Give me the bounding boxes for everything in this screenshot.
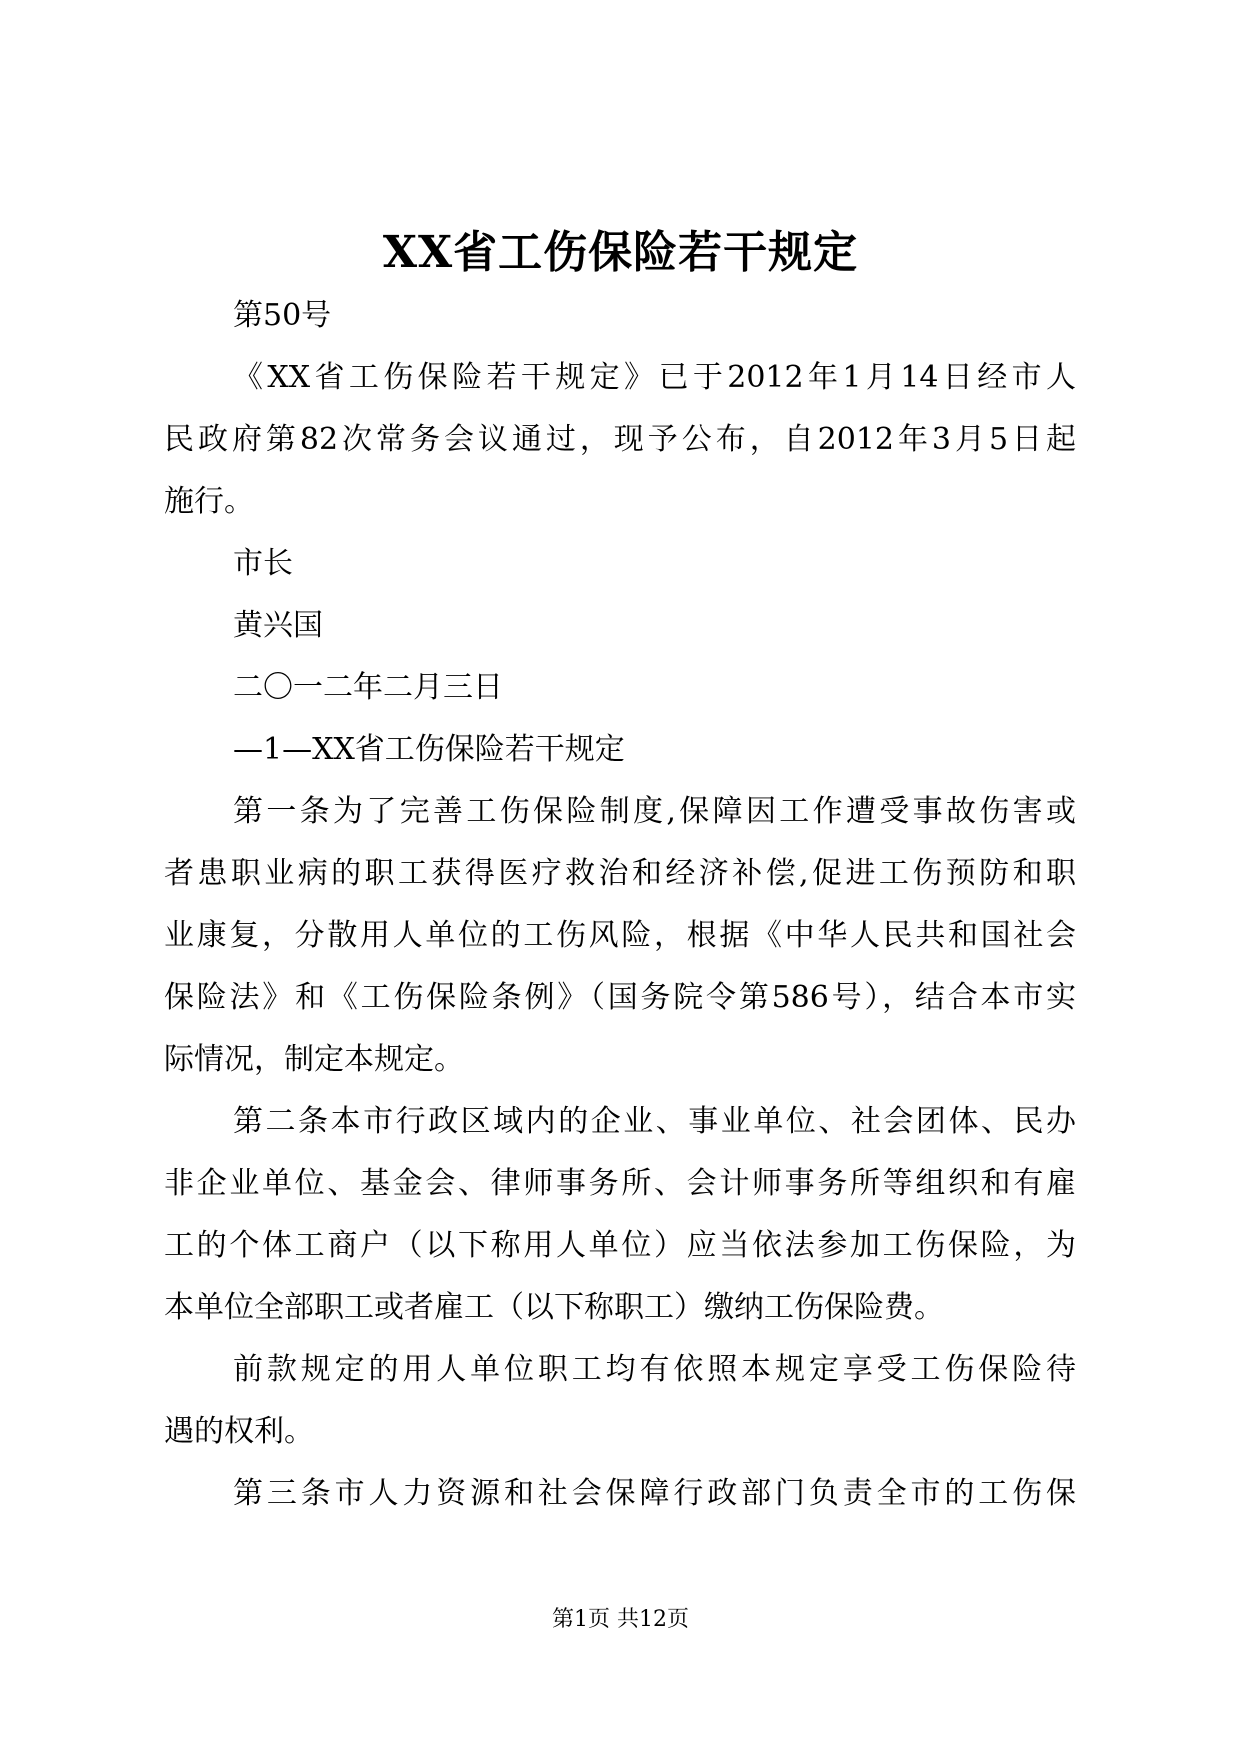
text-line: 黄兴国 bbox=[233, 608, 323, 643]
text-line: 际情况，制定本规定。 bbox=[164, 1042, 464, 1077]
text-line: 二〇一二年二月三日 bbox=[233, 670, 503, 705]
text-line: 第50号 bbox=[233, 298, 332, 333]
document-title: XX省工伤保险若干规定 bbox=[382, 227, 859, 278]
text-line: 第二条本市行政区域内的企业、事业单位、社会团体、民办 bbox=[233, 1104, 1076, 1139]
text-line: 遇的权利。 bbox=[164, 1414, 314, 1449]
text-line: 第一条为了完善工伤保险制度,保障因工作遭受事故伤害或 bbox=[233, 794, 1076, 829]
text-line: 《XX省工伤保险若干规定》已于2012年1月14日经市人 bbox=[233, 360, 1076, 395]
text-line: 者患职业病的职工获得医疗救治和经济补偿,促进工伤预防和职 bbox=[164, 856, 1076, 891]
text-line: 工的个体工商户（以下称用人单位）应当依法参加工伤保险，为 bbox=[164, 1228, 1076, 1263]
text-line: 民政府第82次常务会议通过，现予公布，自2012年3月5日起 bbox=[164, 422, 1076, 457]
text-line: 市长 bbox=[233, 546, 293, 581]
text-line: 业康复，分散用人单位的工伤风险，根据《中华人民共和国社会 bbox=[164, 918, 1076, 953]
text-line: 本单位全部职工或者雇工（以下称职工）缴纳工伤保险费。 bbox=[164, 1290, 944, 1325]
text-line: 施行。 bbox=[164, 484, 254, 519]
page-footer: 第1页 共12页 bbox=[552, 1607, 689, 1632]
document-body bbox=[164, 285, 1076, 1525]
text-line: 保险法》和《工伤保险条例》（国务院令第586号），结合本市实 bbox=[164, 980, 1076, 1015]
text-line: 第三条市人力资源和社会保障行政部门负责全市的工伤保 bbox=[233, 1476, 1076, 1511]
text-line: 前款规定的用人单位职工均有依照本规定享受工伤保险待 bbox=[233, 1352, 1076, 1387]
text-line: 非企业单位、基金会、律师事务所、会计师事务所等组织和有雇 bbox=[164, 1166, 1076, 1201]
text-line: —1—XX省工伤保险若干规定 bbox=[233, 732, 625, 767]
